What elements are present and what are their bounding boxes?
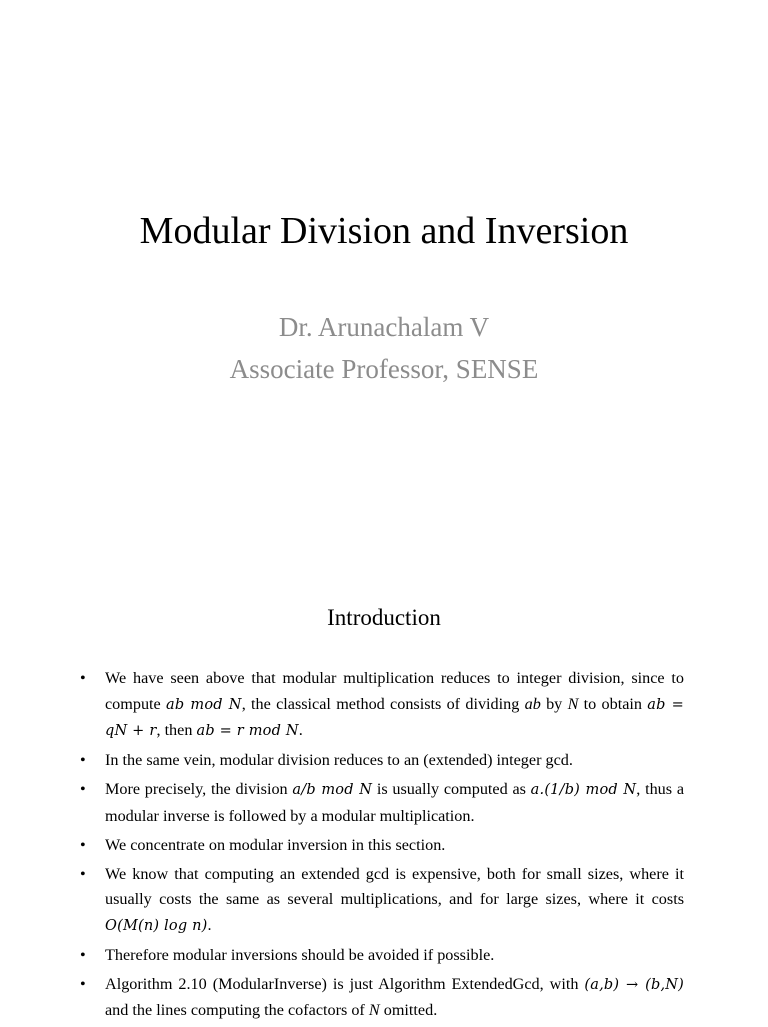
math-expression: O(M(n) log n) — [105, 917, 208, 934]
math-expression: (a,b) → (b,N) — [584, 976, 684, 993]
math-expression: ab = qN + r — [105, 696, 685, 739]
math-expression: a.(1/b) mod N — [530, 782, 637, 798]
bullet-dot: • — [80, 835, 86, 854]
bullet-list — [80, 666, 684, 1027]
bullet-item: • We have seen above that modular multiplication reduces to integer division, since to compute ab mod N, the classical method consists of dividing ab by N to obtain ab = qN + r, then ab = r mod N. — [80, 666, 684, 745]
bullet-item: • We know that computing an extended gcd is expensive, both for small sizes, where it usually costs the same as several multiplications, and for large sizes, where it costs O(M(n) log n). — [80, 862, 684, 940]
math-expression: ab = r mod N — [196, 723, 299, 739]
bullet-dot: • — [80, 751, 86, 769]
bullet-dot: • — [80, 974, 86, 993]
bullet-item: • Algorithm 2.10 (ModularInverse) is just Algorithm ExtendedGcd, with (a,b) → (b,N) and the lines computing the cofactors of N omitted. — [80, 972, 684, 1024]
bullet-item: • More precisely, the division a/b mod N is usually computed as a.(1/b) mod N, thus a modular inverse is followed by a modular multiplication. — [80, 777, 684, 829]
author-name: Dr. Arunachalam V — [278, 312, 490, 342]
slide-title: Modular Division and Inversion — [139, 210, 629, 252]
math-expression: a/b mod N — [292, 782, 373, 798]
bullet-dot: • — [80, 780, 86, 798]
bullet-item: • We concentrate on modular inversion in this section. — [80, 833, 684, 859]
bullet-item: • Therefore modular inversions should be avoided if possible. — [80, 943, 684, 969]
math-expression: ab mod N — [166, 696, 242, 713]
author-position: Associate Professor, SENSE — [229, 354, 539, 384]
bullet-dot: • — [80, 945, 86, 964]
bullet-item: • In the same vein, modular division reduces to an (extended) integer gcd. — [80, 748, 684, 774]
bullet-dot: • — [80, 864, 86, 883]
bullet-dot: • — [80, 669, 86, 687]
section-heading: Introduction — [327, 605, 441, 630]
